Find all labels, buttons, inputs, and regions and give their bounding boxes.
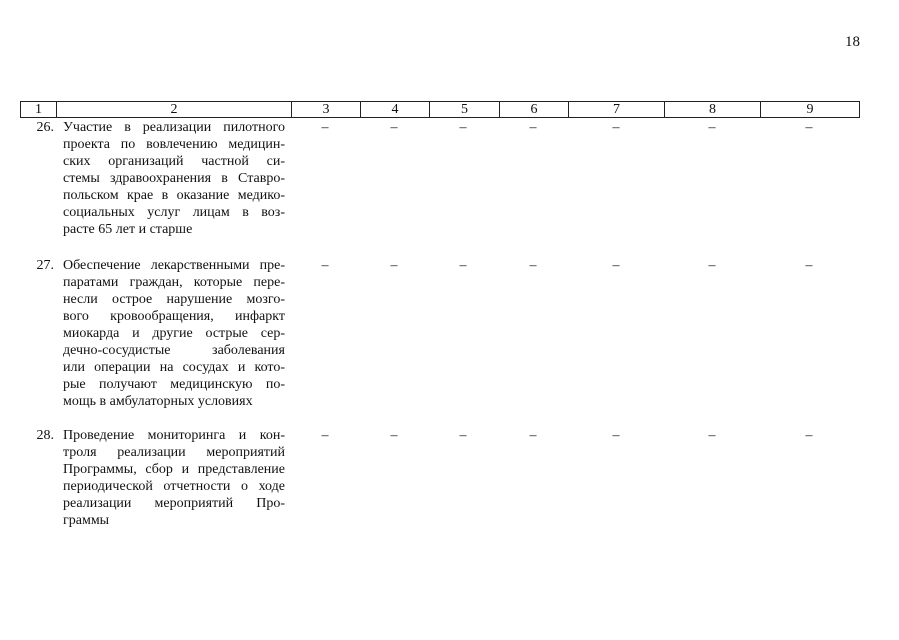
cell-value: – bbox=[390, 258, 398, 273]
cell-value: – bbox=[805, 258, 813, 273]
cell-value: – bbox=[529, 258, 537, 273]
row-description bbox=[63, 427, 285, 529]
column-header-5: 5 bbox=[430, 102, 500, 118]
cell-value: – bbox=[459, 120, 467, 135]
cell-value: – bbox=[612, 258, 620, 273]
cell-value: – bbox=[612, 428, 620, 443]
cell-value: – bbox=[390, 120, 398, 135]
description-line: или операции на сосудах и кото- bbox=[63, 360, 285, 375]
description-line: ских организаций частной си- bbox=[63, 154, 285, 169]
description-line: Обеспечение лекарственными пре- bbox=[63, 258, 285, 273]
cell-value: – bbox=[321, 120, 329, 135]
description-line: рые получают медицинскую по- bbox=[63, 377, 285, 392]
column-header-9: 9 bbox=[761, 102, 860, 118]
description-line: периодической отчетности о ходе bbox=[63, 479, 285, 494]
cell-value: – bbox=[390, 428, 398, 443]
description-line: реализации мероприятий Про- bbox=[63, 496, 285, 511]
column-header-7: 7 bbox=[569, 102, 665, 118]
description-line: расте 65 лет и старше bbox=[63, 222, 193, 237]
cell-value: – bbox=[805, 120, 813, 135]
row-number: 28. bbox=[36, 428, 54, 443]
description-line: миокарда и другие острые сер- bbox=[63, 326, 285, 341]
cell-value: – bbox=[805, 428, 813, 443]
row-number: 26. bbox=[36, 120, 54, 135]
cell-value: – bbox=[612, 120, 620, 135]
cell-value: – bbox=[708, 120, 716, 135]
cell-value: – bbox=[321, 428, 329, 443]
cell-value: – bbox=[529, 120, 537, 135]
description-line: Проведение мониторинга и кон- bbox=[63, 428, 285, 443]
description-line: польском крае в оказание медико- bbox=[63, 188, 285, 203]
cell-value: – bbox=[321, 258, 329, 273]
row-description bbox=[63, 257, 285, 410]
description-line: несли острое нарушение мозго- bbox=[63, 292, 285, 307]
description-line: дечно-сосудистые заболевания bbox=[63, 343, 285, 358]
column-header-6: 6 bbox=[500, 102, 569, 118]
description-line: проекта по вовлечению медицин- bbox=[63, 137, 285, 152]
description-line: троля реализации мероприятий bbox=[63, 445, 285, 460]
row-description bbox=[63, 119, 285, 238]
description-line: граммы bbox=[63, 513, 110, 528]
cell-value: – bbox=[708, 428, 716, 443]
cell-value: – bbox=[459, 258, 467, 273]
column-header-8: 8 bbox=[665, 102, 761, 118]
cell-value: – bbox=[708, 258, 716, 273]
column-header-1: 1 bbox=[21, 102, 57, 118]
description-line: мощь в амбулаторных условиях bbox=[63, 394, 253, 409]
header-row bbox=[21, 102, 860, 118]
description-line: социальных услуг лицам в воз- bbox=[63, 205, 285, 220]
cell-value: – bbox=[529, 428, 537, 443]
row-number: 27. bbox=[36, 258, 54, 273]
description-line: Программы, сбор и представление bbox=[63, 462, 285, 477]
description-line: вого кровообращения, инфаркт bbox=[63, 309, 285, 324]
description-line: Участие в реализации пилотного bbox=[63, 120, 285, 135]
cell-value: – bbox=[459, 428, 467, 443]
column-header-table bbox=[20, 101, 860, 118]
description-line: стемы здравоохранения в Ставро- bbox=[63, 171, 285, 186]
column-header-4: 4 bbox=[361, 102, 430, 118]
column-header-3: 3 bbox=[292, 102, 361, 118]
column-header-2: 2 bbox=[57, 102, 292, 118]
description-line: паратами граждан, которые пере- bbox=[63, 275, 285, 290]
page-number: 18 bbox=[845, 34, 860, 50]
